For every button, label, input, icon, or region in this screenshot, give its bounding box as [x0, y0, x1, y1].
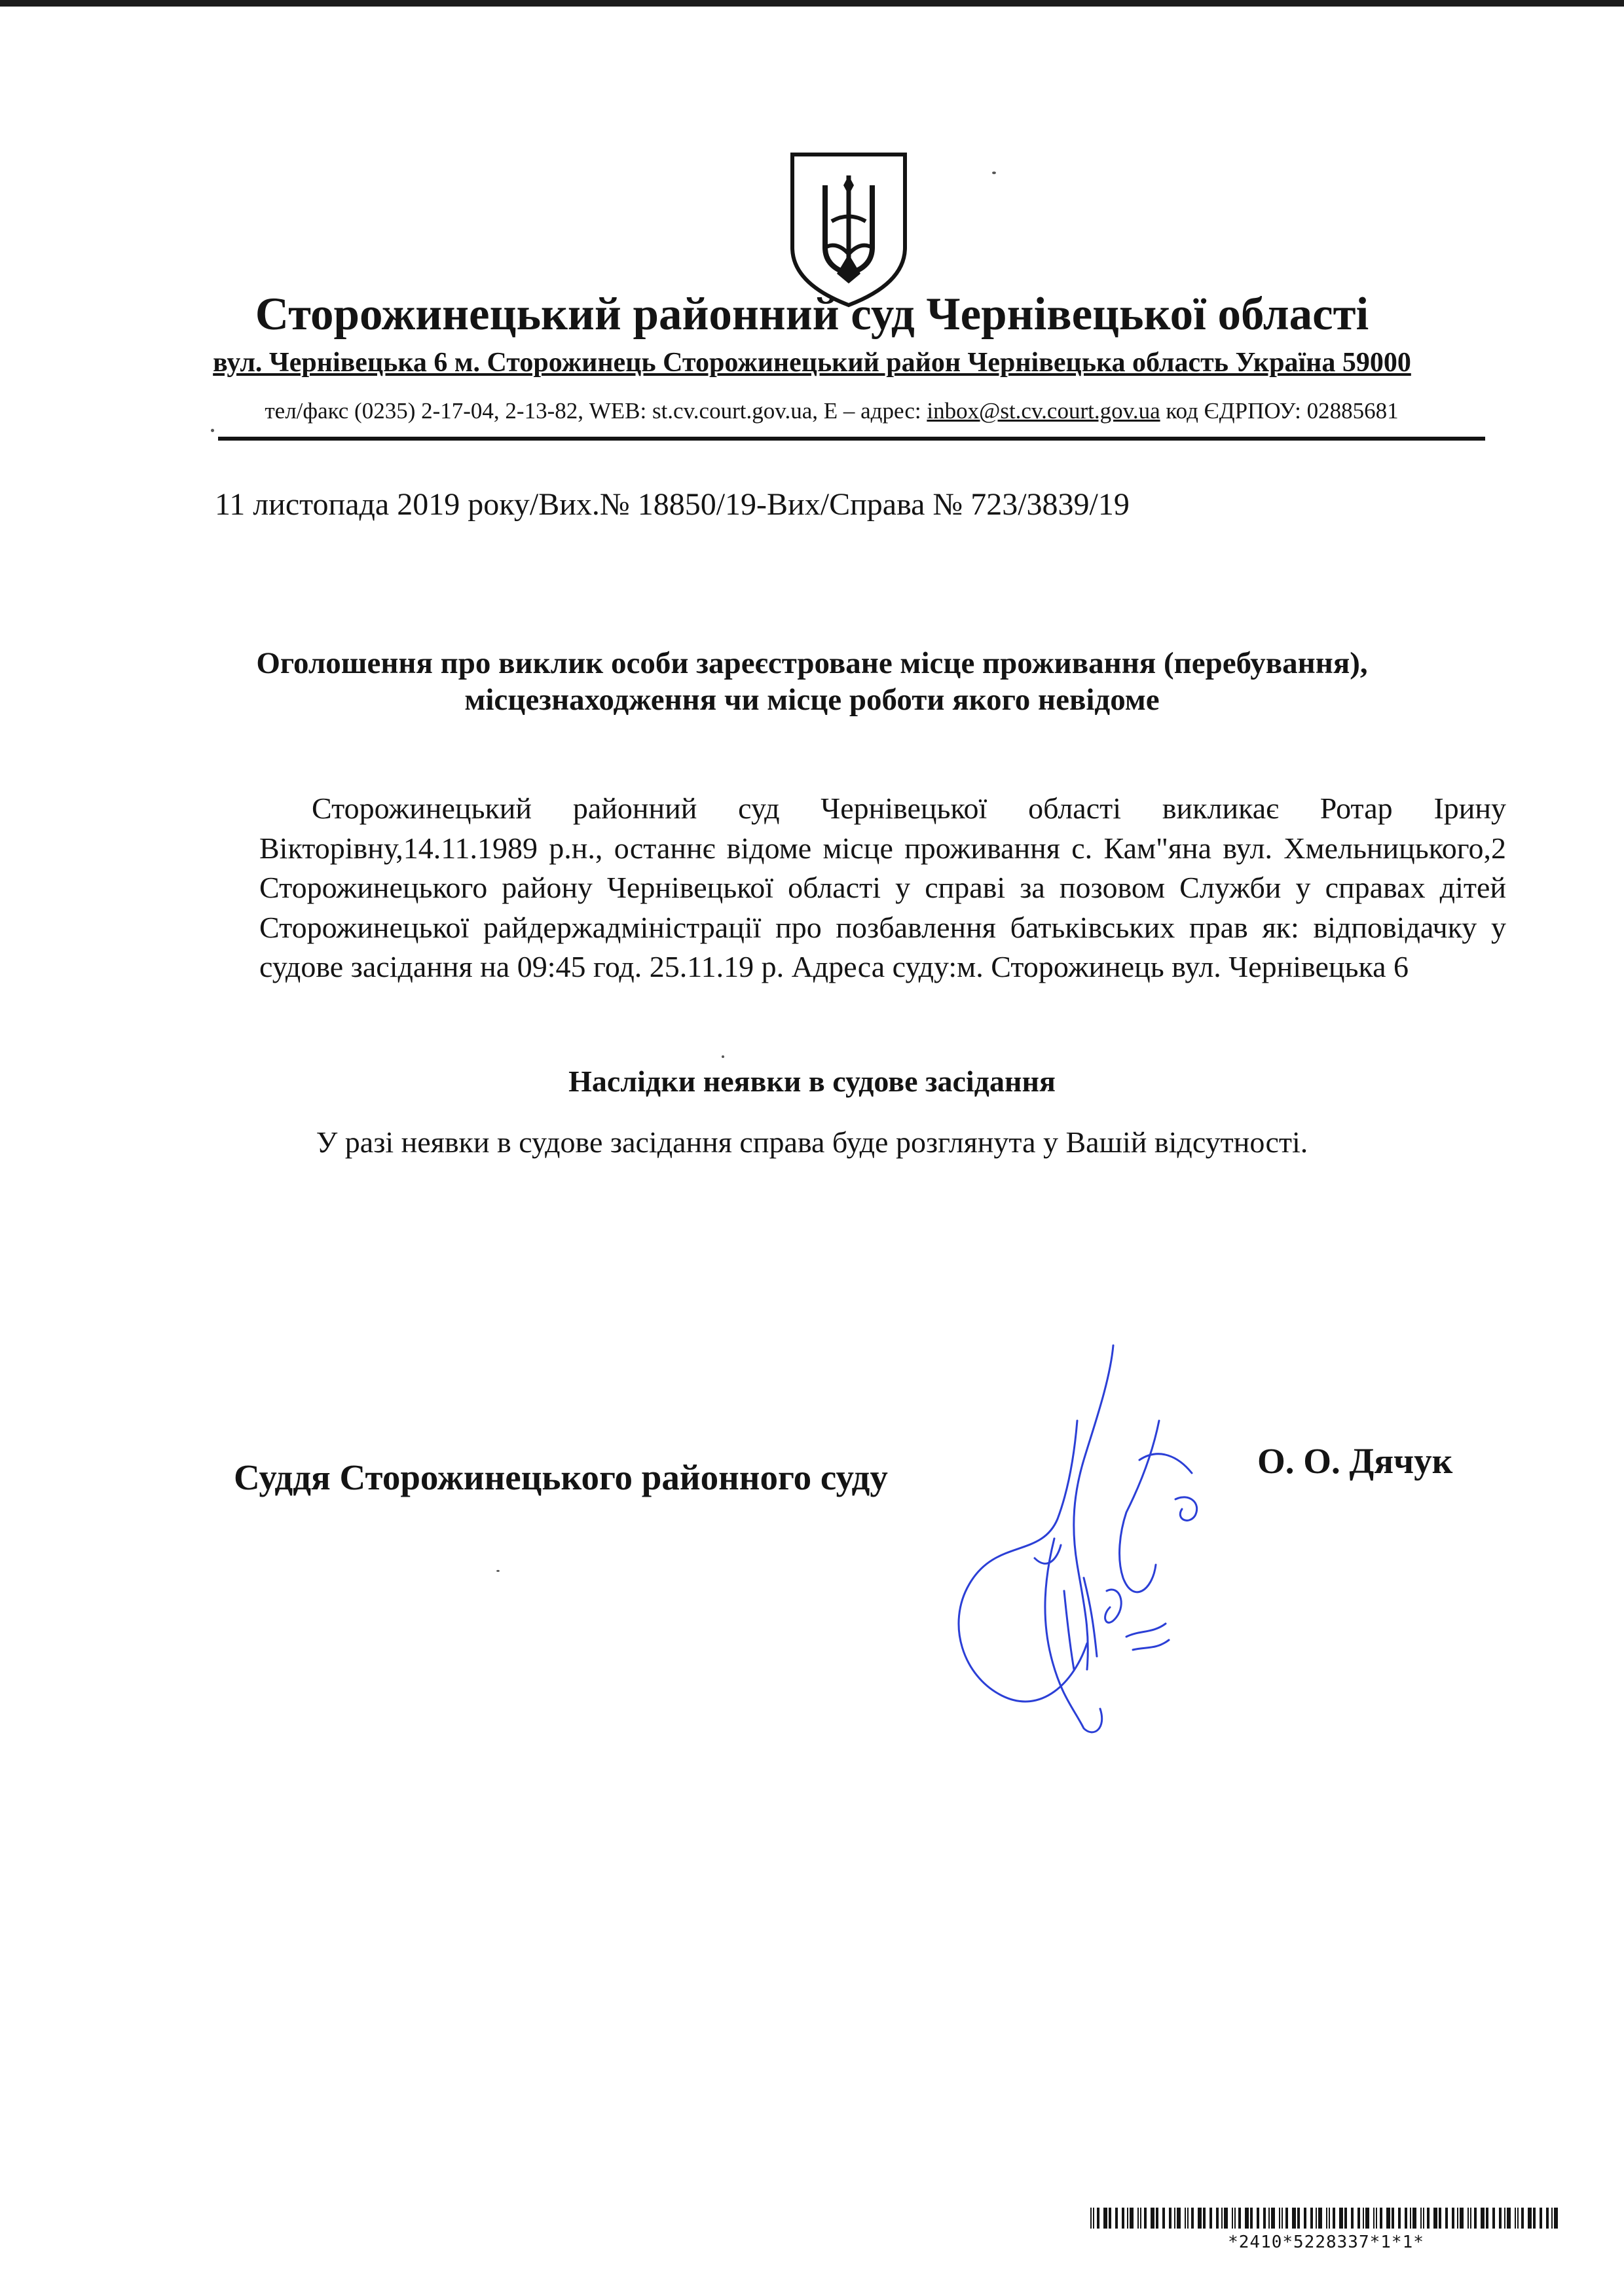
- barcode-bar: [1439, 2208, 1441, 2229]
- barcode-bar: [1140, 2208, 1141, 2229]
- barcode-bar: [1238, 2208, 1241, 2229]
- barcode-bar: [1326, 2208, 1327, 2229]
- barcode-bar: [1376, 2208, 1377, 2229]
- barcode-bar: [1279, 2208, 1280, 2229]
- barcode-bar: [1221, 2208, 1223, 2229]
- barcode-bar: [1177, 2208, 1181, 2229]
- barcode-bar: [1373, 2208, 1375, 2229]
- signer-name: О. О. Дячук: [1257, 1441, 1453, 1481]
- notice-body: Сторожинецький районний суд Чернівецької області викликає Ротар Ірину Вікторівну,14.11.1989 р.н., останнє відоме місце проживання с. Кам"яна вул. Хмельницького,2 Сторожинецького району Чернівецької області у справі за позовом Служби у справах дітей Сторожинецької райдержадміністрації про позбавлення батьківських прав як: відповідачку у судове засідання на 09:45 год. 25.11.19 р. Адреса суду:м. Сторожинець вул. Чернівецька 6: [259, 792, 1506, 983]
- barcode-bar: [1234, 2208, 1236, 2229]
- barcode-bar: [1187, 2208, 1189, 2229]
- barcode-bar: [1271, 2208, 1275, 2229]
- barcode-bar: [1392, 2208, 1394, 2229]
- barcode-bar: [1540, 2208, 1542, 2229]
- barcode-bar: [1097, 2208, 1099, 2229]
- consequence-heading: Наслідки неявки в судове засідання: [568, 1065, 1056, 1098]
- barcode-bar: [1151, 2208, 1154, 2229]
- barcode-bar: [1427, 2208, 1430, 2229]
- barcode-bar: [1521, 2208, 1524, 2229]
- barcode-bar: [1216, 2208, 1219, 2229]
- barcode-bar: [1528, 2208, 1532, 2229]
- barcode-bar: [1333, 2208, 1335, 2229]
- barcode-bar: [1470, 2208, 1471, 2229]
- barcode-bar: [1357, 2208, 1360, 2229]
- barcode-bar: [1554, 2208, 1558, 2229]
- court-contacts: [183, 398, 1480, 424]
- barcode-bar: [1268, 2208, 1270, 2229]
- barcode-bar: [1103, 2208, 1107, 2229]
- barcode-bar: [1351, 2208, 1354, 2229]
- scan-speck: [722, 1055, 724, 1058]
- barcode-bar: [1245, 2208, 1249, 2229]
- signer-role: Суддя Сторожинецького районного суду: [234, 1457, 888, 1497]
- barcode-bar: [1093, 2208, 1094, 2229]
- contacts-suffix: код ЄДРПОУ: 02885681: [1160, 398, 1399, 424]
- barcode-bar: [1115, 2208, 1118, 2229]
- barcode-bar: [1405, 2208, 1407, 2229]
- barcode-bar: [1363, 2208, 1364, 2229]
- notice-title-line-2: місцезнаходження чи місце роботи якого невідоме: [464, 683, 1160, 717]
- barcode-bar: [1344, 2208, 1347, 2229]
- barcode-bar: [1137, 2208, 1139, 2229]
- barcode-bar: [1257, 2208, 1259, 2229]
- barcode-bar: [1297, 2208, 1300, 2229]
- barcode-bar: [1156, 2208, 1158, 2229]
- barcode-bar: [1517, 2208, 1519, 2229]
- barcode-bar: [1410, 2208, 1411, 2229]
- barcode-bar: [1551, 2208, 1553, 2229]
- barcode-bar: [1329, 2208, 1330, 2229]
- barcode-bar: [1318, 2208, 1322, 2229]
- scan-top-edge: [0, 0, 1624, 7]
- scan-speck: [496, 1570, 500, 1572]
- document-reference: 11 листопада 2019 року/Вих.№ 18850/19-Вих/Справа № 723/3839/19: [215, 487, 1130, 522]
- barcode-bar: [1122, 2208, 1124, 2229]
- barcode-bar: [1533, 2208, 1536, 2229]
- barcode-bar: [1130, 2208, 1134, 2229]
- barcode-bar: [1546, 2208, 1549, 2229]
- barcode-bar: [1492, 2208, 1495, 2229]
- barcode-bar: [1423, 2208, 1424, 2229]
- barcode-bar: [1486, 2208, 1488, 2229]
- barcode-bar: [1504, 2208, 1505, 2229]
- coat-of-arms-icon: [784, 149, 913, 310]
- barcode-bar: [1144, 2208, 1147, 2229]
- barcode-bar: [1162, 2208, 1165, 2229]
- barcode-bar: [1224, 2208, 1228, 2229]
- barcode-bar: [1433, 2208, 1437, 2229]
- barcode-bar: [1365, 2208, 1369, 2229]
- barcode-bar: [1232, 2208, 1233, 2229]
- contacts-prefix: тел/факс (0235) 2-17-04, 2-13-82, WEB: st.cv.court.gov.ua, E – адрес:: [265, 398, 927, 424]
- header-divider: [218, 437, 1485, 441]
- barcode-bar: [1310, 2208, 1313, 2229]
- barcode-bar: [1339, 2208, 1343, 2229]
- barcode-bar: [1452, 2208, 1454, 2229]
- barcode-bar: [1481, 2208, 1485, 2229]
- barcode-bar: [1507, 2208, 1511, 2229]
- barcode-bar: [1515, 2208, 1516, 2229]
- court-email: inbox@st.cv.court.gov.ua: [927, 398, 1160, 424]
- notice-title: [157, 645, 1467, 718]
- barcode-bar: [1499, 2208, 1502, 2229]
- handwritten-signature: [943, 1342, 1225, 1741]
- barcode-bar: [1090, 2208, 1092, 2229]
- barcode-bar: [1285, 2208, 1288, 2229]
- barcode-bar: [1380, 2208, 1382, 2229]
- barcode-bar: [1185, 2208, 1186, 2229]
- court-address: вул. Чернівецька 6 м. Сторожинець Сторожинецький район Чернівецька область Україна 59000: [213, 348, 1411, 378]
- barcode-bar: [1420, 2208, 1422, 2229]
- scan-speck: [211, 429, 214, 432]
- barcode-bar: [1460, 2208, 1464, 2229]
- barcode-bar: [1292, 2208, 1296, 2229]
- barcode-bar: [1304, 2208, 1306, 2229]
- barcode-bar: [1250, 2208, 1253, 2229]
- barcode-bar: [1198, 2208, 1202, 2229]
- barcode-bar: [1174, 2208, 1175, 2229]
- barcode-bar: [1109, 2208, 1111, 2229]
- barcode-bar: [1282, 2208, 1283, 2229]
- barcode: [1090, 2208, 1562, 2229]
- barcode-bar: [1445, 2208, 1448, 2229]
- barcode-bar: [1386, 2208, 1390, 2229]
- notice-title-line-1: Оголошення про виклик особи зареєстроване місце проживання (перебування),: [256, 646, 1368, 680]
- barcode-bar: [1398, 2208, 1401, 2229]
- barcode-bar: [1263, 2208, 1266, 2229]
- barcode-bar: [1474, 2208, 1477, 2229]
- court-name: Сторожинецький районний суд Чернівецької області: [255, 289, 1369, 340]
- barcode-bar: [1169, 2208, 1172, 2229]
- barcode-bar: [1191, 2208, 1194, 2229]
- consequence-text: У разі неявки в судове засідання справа буде розглянута у Вашій відсутності.: [316, 1125, 1308, 1159]
- barcode-bar: [1209, 2208, 1212, 2229]
- scan-speck: [992, 172, 996, 174]
- barcode-text: *2410*5228337*1*1*: [1228, 2232, 1424, 2252]
- barcode-bar: [1203, 2208, 1206, 2229]
- barcode-bar: [1412, 2208, 1416, 2229]
- barcode-bar: [1457, 2208, 1458, 2229]
- barcode-bar: [1316, 2208, 1317, 2229]
- barcode-bar: [1127, 2208, 1128, 2229]
- barcode-bar: [1467, 2208, 1469, 2229]
